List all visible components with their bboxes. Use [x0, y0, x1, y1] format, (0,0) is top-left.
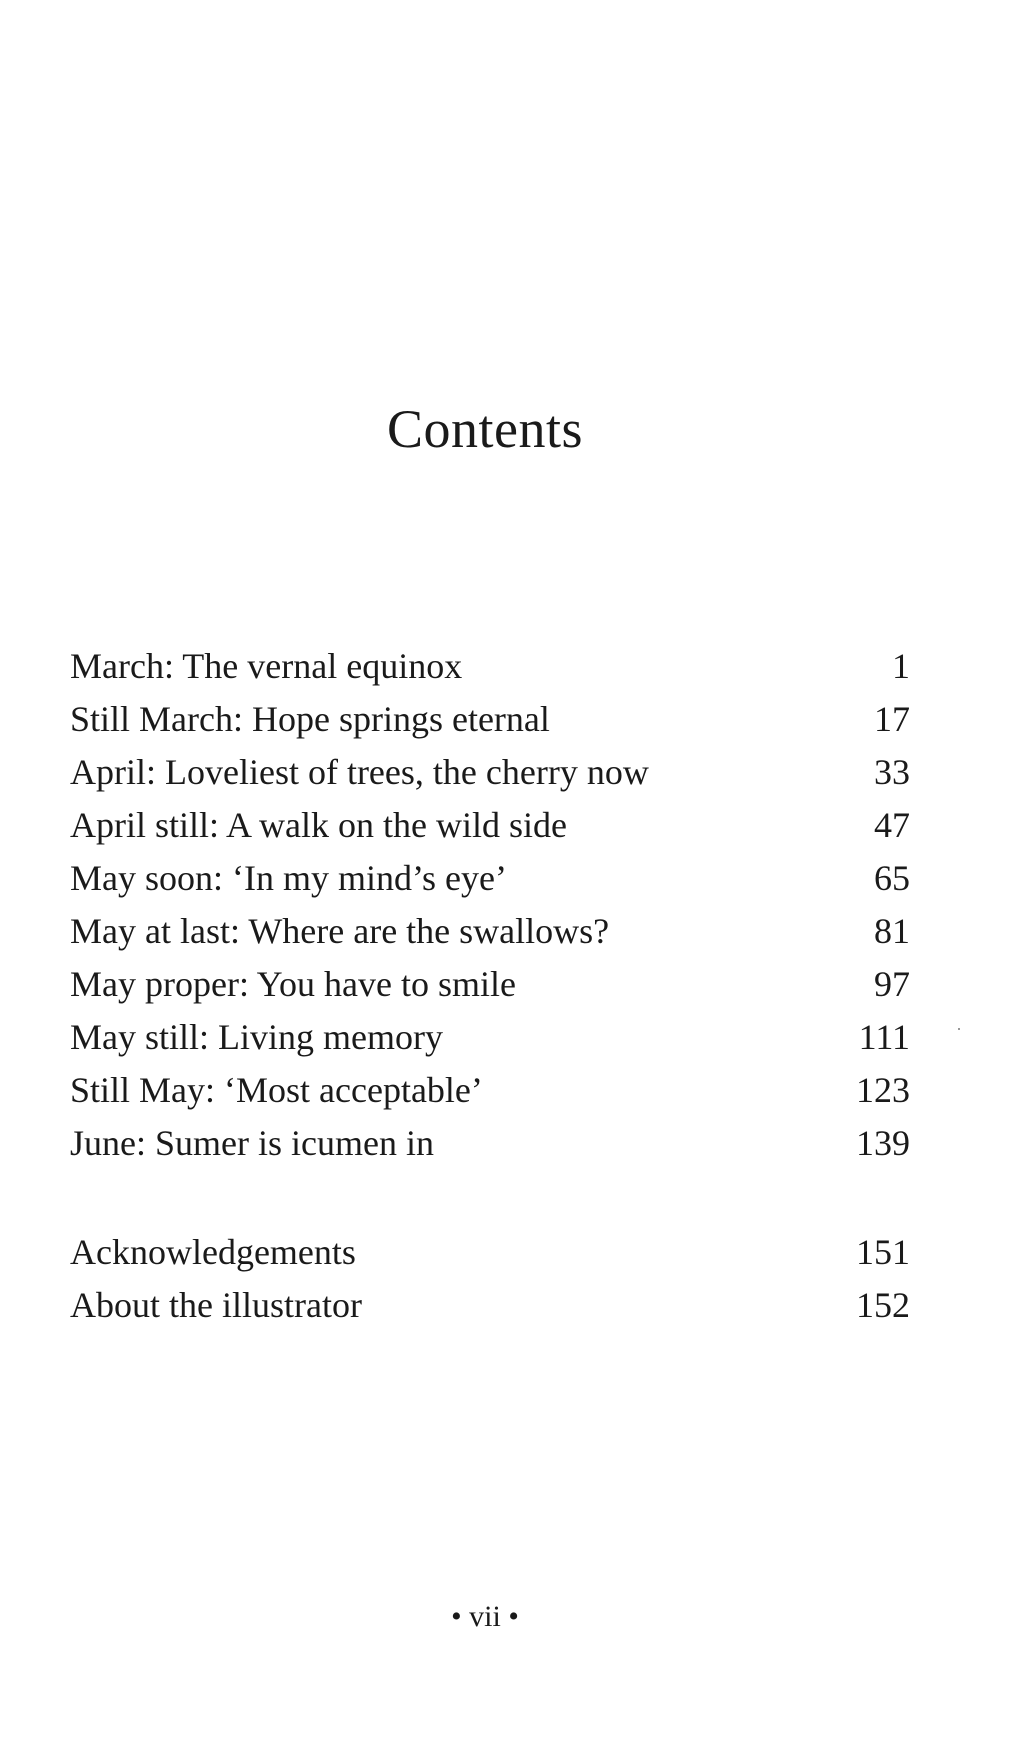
page-folio: • vii •	[451, 1600, 519, 1633]
toc-entry	[70, 1011, 910, 1064]
toc-entry	[70, 852, 910, 905]
entry-title: Still May: ‘Most acceptable’	[70, 1070, 483, 1110]
entry-title: April still: A walk on the wild side	[70, 805, 567, 845]
toc-entry	[70, 958, 910, 1011]
entry-title: April: Loveliest of trees, the cherry now	[70, 752, 649, 792]
entry-page-number: 65	[874, 858, 910, 898]
entry-page-number: 97	[874, 964, 910, 1004]
toc-entry	[70, 693, 910, 746]
entry-page-number: 81	[874, 911, 910, 951]
entry-title: March: The vernal equinox	[70, 646, 463, 686]
toc-entry	[70, 1279, 910, 1332]
entry-page-number: 152	[856, 1285, 910, 1325]
entry-page-number: 123	[856, 1070, 910, 1110]
entry-page-number: 111	[858, 1017, 910, 1057]
entry-page-number: 139	[856, 1123, 910, 1163]
toc-entry	[70, 799, 910, 852]
entry-title: Acknowledgements	[70, 1232, 356, 1272]
entry-page-number: 17	[874, 699, 910, 739]
entry-title: May still: Living memory	[70, 1017, 443, 1057]
entry-title: May at last: Where are the swallows?	[70, 911, 610, 951]
entry-page-number: 151	[856, 1232, 910, 1272]
toc-entry	[70, 746, 910, 799]
toc-entry	[70, 1117, 910, 1170]
back-matter-list	[70, 1226, 910, 1332]
entry-page-number: 1	[892, 646, 910, 686]
entry-title: About the illustrator	[70, 1285, 362, 1325]
entry-title: May proper: You have to smile	[70, 964, 516, 1004]
entry-title: Still March: Hope springs eternal	[70, 699, 550, 739]
toc-entry	[70, 905, 910, 958]
print-speck	[958, 1028, 960, 1030]
chapter-list	[70, 640, 910, 1170]
toc-entry	[70, 1226, 910, 1279]
toc-entry	[70, 1064, 910, 1117]
entry-page-number: 33	[874, 752, 910, 792]
entry-page-number: 47	[874, 805, 910, 845]
entry-title: May soon: ‘In my mind’s eye’	[70, 858, 507, 898]
page-title: Contents	[386, 399, 583, 459]
entry-title: June: Sumer is icumen in	[70, 1123, 434, 1163]
toc-entry	[70, 640, 910, 693]
